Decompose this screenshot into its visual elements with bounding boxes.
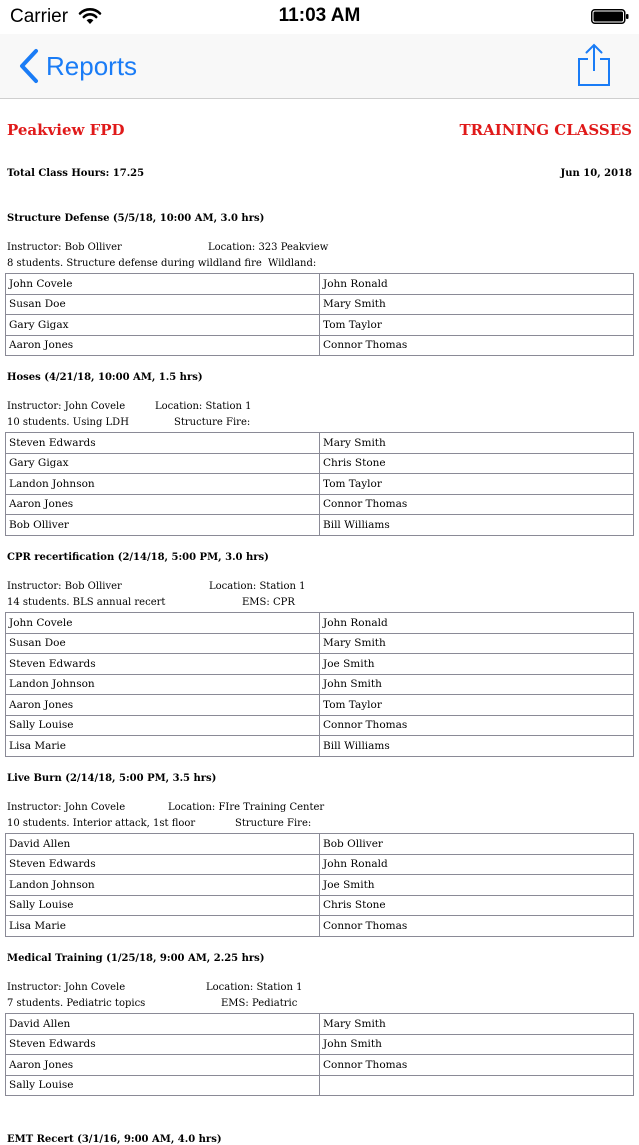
table-row xyxy=(6,494,634,515)
table-row xyxy=(6,854,634,875)
student-name-cell: Connor Thomas xyxy=(320,916,634,937)
class-instructor: Instructor: John Covele xyxy=(7,401,126,412)
student-name-cell: Aaron Jones xyxy=(6,494,320,515)
table-row xyxy=(6,294,634,315)
student-name-cell: Mary Smith xyxy=(320,433,634,454)
student-name-cell: Aaron Jones xyxy=(6,695,320,716)
back-button-label: Reports xyxy=(46,50,138,81)
student-name-cell: Sally Louise xyxy=(6,1075,320,1096)
table-row xyxy=(6,335,634,356)
student-name-cell: Landon Johnson xyxy=(6,674,320,695)
student-name-cell: Chris Stone xyxy=(320,453,634,474)
table-row xyxy=(6,875,634,896)
report-summary xyxy=(7,168,632,182)
student-name-cell: Bob Olliver xyxy=(320,834,634,855)
student-name-cell: Gary Gigax xyxy=(6,453,320,474)
student-roster-table xyxy=(5,1013,634,1096)
table-row xyxy=(6,613,634,634)
class-instructor: Instructor: John Covele xyxy=(7,802,126,813)
class-description: 10 students. Using LDH xyxy=(7,417,129,428)
student-name-cell: John Smith xyxy=(320,1034,634,1055)
table-row xyxy=(6,1075,634,1096)
student-name-cell: John Covele xyxy=(6,274,320,295)
class-title: Medical Training (1/25/18, 9:00 AM, 2.25 hrs) xyxy=(7,953,265,964)
student-name-cell: John Ronald xyxy=(320,274,634,295)
student-name-cell: Lisa Marie xyxy=(6,736,320,757)
class-title: Structure Defense (5/5/18, 10:00 AM, 3.0 hrs) xyxy=(7,213,265,224)
table-row xyxy=(6,695,634,716)
student-name-cell: Mary Smith xyxy=(320,294,634,315)
class-location: Location: Station 1 xyxy=(209,581,306,592)
student-name-cell: Sally Louise xyxy=(6,895,320,916)
class-title: Live Burn (2/14/18, 5:00 PM, 3.5 hrs) xyxy=(7,773,217,784)
status-bar xyxy=(0,0,639,34)
class-title: Hoses (4/21/18, 10:00 AM, 1.5 hrs) xyxy=(7,372,203,383)
student-name-cell: Tom Taylor xyxy=(320,315,634,336)
class-location: Location: FIre Training Center xyxy=(168,802,325,813)
student-roster-table xyxy=(5,612,634,757)
student-name-cell: Susan Doe xyxy=(6,633,320,654)
table-row xyxy=(6,1055,634,1076)
class-instructor: Instructor: John Covele xyxy=(7,982,126,993)
student-name-cell: John Ronald xyxy=(320,613,634,634)
student-name-cell: Landon Johnson xyxy=(6,474,320,495)
student-name-cell: Connor Thomas xyxy=(320,335,634,356)
student-name-cell: Connor Thomas xyxy=(320,494,634,515)
report-date: Jun 10, 2018 xyxy=(560,168,632,179)
student-name-cell: Aaron Jones xyxy=(6,335,320,356)
carrier-label: Carrier xyxy=(10,6,69,27)
table-row xyxy=(6,315,634,336)
student-name-cell: John Covele xyxy=(6,613,320,634)
class-location: Location: Station 1 xyxy=(206,982,303,993)
class-instructor: Instructor: Bob Olliver xyxy=(7,242,122,253)
student-name-cell: Gary Gigax xyxy=(6,315,320,336)
table-row xyxy=(6,453,634,474)
student-name-cell: Tom Taylor xyxy=(320,474,634,495)
table-row xyxy=(6,674,634,695)
student-name-cell: Susan Doe xyxy=(6,294,320,315)
clock: 11:03 AM xyxy=(278,5,361,26)
student-name-cell: Bill Williams xyxy=(320,515,634,536)
class-category: Structure Fire: xyxy=(235,818,312,829)
table-row xyxy=(6,715,634,736)
class-title: CPR recertification (2/14/18, 5:00 PM, 3.0 hrs) xyxy=(7,552,269,563)
class-category: EMS: CPR xyxy=(242,597,295,608)
student-name-cell: Aaron Jones xyxy=(6,1055,320,1076)
class-description: 10 students. Interior attack, 1st floor xyxy=(7,818,196,829)
back-button[interactable] xyxy=(18,48,137,84)
share-icon[interactable] xyxy=(577,43,611,87)
student-name-cell: Bill Williams xyxy=(320,736,634,757)
student-name-cell: Joe Smith xyxy=(320,875,634,896)
report-document[interactable] xyxy=(0,99,639,1145)
battery-icon xyxy=(591,9,629,24)
student-name-cell: Steven Edwards xyxy=(6,1034,320,1055)
student-roster-table xyxy=(5,833,634,937)
student-name-cell: Mary Smith xyxy=(320,1014,634,1035)
student-name-cell: Tom Taylor xyxy=(320,695,634,716)
student-name-cell xyxy=(320,1075,634,1096)
student-name-cell: Bob Olliver xyxy=(6,515,320,536)
student-name-cell: Chris Stone xyxy=(320,895,634,916)
total-class-hours: Total Class Hours: 17.25 xyxy=(7,168,145,179)
table-row xyxy=(6,433,634,454)
student-name-cell: Connor Thomas xyxy=(320,715,634,736)
table-row xyxy=(6,895,634,916)
report-title: TRAINING CLASSES xyxy=(459,121,632,139)
class-title: EMT Recert (3/1/16, 9:00 AM, 4.0 hrs) xyxy=(7,1134,222,1145)
table-row xyxy=(6,274,634,295)
table-row xyxy=(6,633,634,654)
class-location: Location: Station 1 xyxy=(155,401,252,412)
student-name-cell: John Smith xyxy=(320,674,634,695)
table-row xyxy=(6,1034,634,1055)
class-category: EMS: Pediatric xyxy=(221,998,298,1009)
student-name-cell: Connor Thomas xyxy=(320,1055,634,1076)
student-name-cell: Steven Edwards xyxy=(6,433,320,454)
student-name-cell: John Ronald xyxy=(320,854,634,875)
navigation-bar xyxy=(0,34,639,99)
student-roster-table xyxy=(5,273,634,356)
class-description: 7 students. Pediatric topics xyxy=(7,998,146,1009)
table-row xyxy=(6,736,634,757)
class-category: Wildland: xyxy=(268,258,317,269)
table-row xyxy=(6,916,634,937)
student-name-cell: Mary Smith xyxy=(320,633,634,654)
student-name-cell: David Allen xyxy=(6,1014,320,1035)
table-row xyxy=(6,654,634,675)
table-row xyxy=(6,474,634,495)
student-name-cell: Lisa Marie xyxy=(6,916,320,937)
class-category: Structure Fire: xyxy=(174,417,251,428)
table-row xyxy=(6,515,634,536)
student-name-cell: Joe Smith xyxy=(320,654,634,675)
class-description: 8 students. Structure defense during wildland fire xyxy=(7,258,262,269)
chevron-left-icon xyxy=(18,48,40,84)
student-name-cell: Steven Edwards xyxy=(6,854,320,875)
class-location: Location: 323 Peakview xyxy=(208,242,329,253)
student-name-cell: Landon Johnson xyxy=(6,875,320,896)
student-name-cell: Steven Edwards xyxy=(6,654,320,675)
department-name: Peakview FPD xyxy=(7,121,125,139)
student-name-cell: David Allen xyxy=(6,834,320,855)
table-row xyxy=(6,834,634,855)
report-header xyxy=(7,121,632,141)
student-name-cell: Sally Louise xyxy=(6,715,320,736)
class-description: 14 students. BLS annual recert xyxy=(7,597,166,608)
table-row xyxy=(6,1014,634,1035)
class-instructor: Instructor: Bob Olliver xyxy=(7,581,122,592)
student-roster-table xyxy=(5,432,634,536)
